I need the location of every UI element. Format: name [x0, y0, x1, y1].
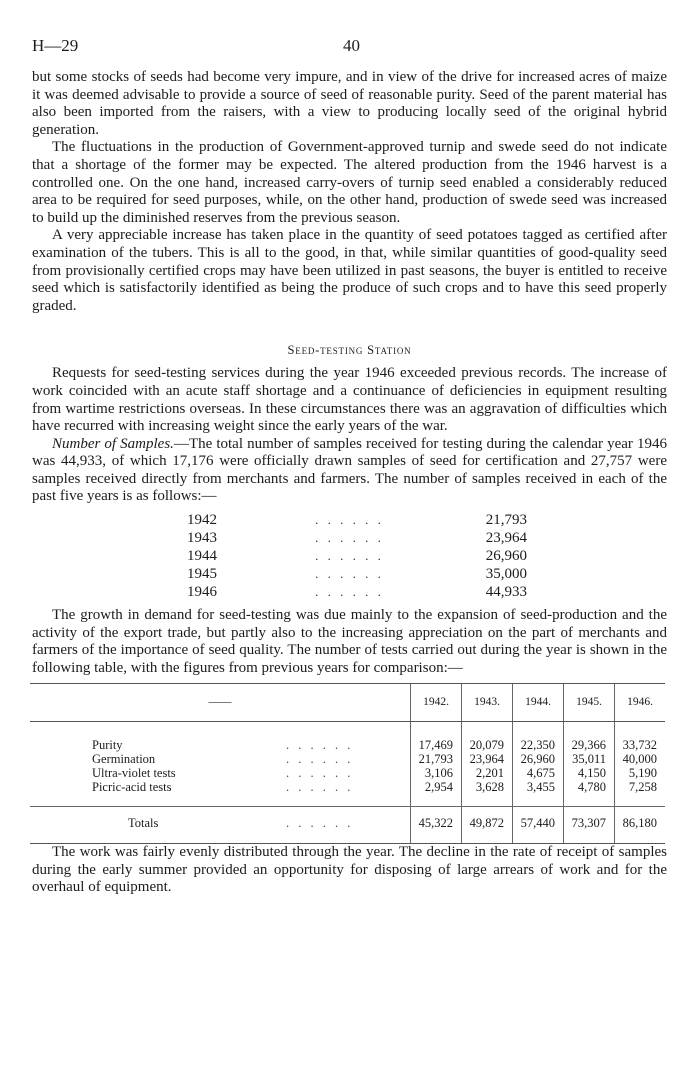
tests-table-header-row	[30, 684, 665, 722]
year-label: 1942	[187, 512, 217, 529]
column-header: 1944.	[513, 684, 564, 722]
paragraph-turnip-swede: The fluctuations in the production of Government-approved turnip and swede seed do not indicate that a shortage of the former may be expected. The altered production from the 1946 harvest is a controlled one. On the one hand, increased carry-overs of turnip seed enabled a considerably reduced area to be required for seed purposes, while, on the other hand, production of swede seed was increased to build up the diminished reserves from the previous season.	[32, 139, 667, 226]
paragraph-growth-in-demand: The growth in demand for seed-testing was due mainly to the expansion of seed-production and the activity of the export trade, but partly also to the increasing appreciation on the part of merchants and farmers of the importance of seed quality. The number of tests carried out during the year is shown in the following table, with the figures from previous years for comparison:—	[32, 607, 667, 676]
column-header: 1946.	[615, 684, 666, 722]
tests-table-corner: ——	[30, 684, 411, 722]
year-sample-row	[187, 565, 527, 583]
table-cell: 29,366	[564, 722, 615, 753]
leader-dots: . . . . . .	[315, 566, 384, 582]
table-cell: 35,011	[564, 752, 615, 766]
table-cell: 7,258	[615, 780, 666, 807]
year-sample-row	[187, 547, 527, 565]
tests-table	[30, 683, 665, 844]
leader-dots: . . . . . .	[315, 548, 384, 564]
table-cell: 22,350	[513, 722, 564, 753]
page-body	[32, 69, 667, 897]
table-cell: 5,190	[615, 766, 666, 780]
table-cell: 17,469	[411, 722, 462, 753]
leader-dots: . . . . . .	[286, 738, 354, 753]
row-label: Ultra-violet tests	[92, 766, 176, 781]
table-cell: 20,079	[462, 722, 513, 753]
table-cell: 57,440	[513, 807, 564, 844]
table-cell: 23,964	[462, 752, 513, 766]
column-header: 1942.	[411, 684, 462, 722]
leader-dots: . . . . . .	[286, 766, 354, 781]
year-label: 1946	[187, 584, 217, 601]
column-header: 1943.	[462, 684, 513, 722]
leader-dots: . . . . . .	[315, 512, 384, 528]
paragraph-work-distribution: The work was fairly evenly distributed through the year. The decline in the rate of receipt of samples during the early summer provided an opportunity for disposing of large arrears of work and for the overhaul of equipment.	[32, 844, 667, 896]
table-cell: 73,307	[564, 807, 615, 844]
leader-dots: . . . . . .	[286, 780, 354, 795]
leader-dots: . . . . . .	[282, 807, 411, 844]
table-row	[30, 780, 665, 807]
samples-lead-heading: Number of Samples.	[52, 435, 174, 452]
sample-count: 26,960	[485, 548, 527, 565]
samples-text: —The total number of samples received for testing during the calendar year 1946 was 44,933, of which 17,176 were officially drawn samples of seed for certification and 27,757 were samples received directly from merchants and farmers. The number of samples received in each of the past five years is as follows:—	[32, 435, 668, 505]
yearly-samples-list	[187, 511, 527, 601]
table-cell: 3,106	[411, 766, 462, 780]
tests-table-wrapper	[30, 683, 667, 844]
table-cell: 21,793	[411, 752, 462, 766]
report-reference: H—29	[32, 36, 79, 55]
totals-row	[30, 807, 665, 844]
row-label: Picric-acid tests	[92, 780, 172, 795]
table-cell: 26,960	[513, 752, 564, 766]
table-cell: 4,780	[564, 780, 615, 807]
table-cell: 2,201	[462, 766, 513, 780]
year-label: 1945	[187, 566, 217, 583]
leader-dots: . . . . . .	[315, 584, 384, 600]
table-cell: 3,455	[513, 780, 564, 807]
row-label: Germination	[92, 752, 156, 767]
leader-dots: . . . . . .	[315, 530, 384, 546]
year-label: 1944	[187, 548, 217, 565]
table-cell: 2,954	[411, 780, 462, 807]
row-label: Purity	[92, 738, 123, 753]
page-number: 40	[343, 36, 360, 55]
table-row	[30, 722, 665, 753]
sample-count: 23,964	[485, 530, 527, 547]
paragraph-maize-seed: but some stocks of seeds had become very impure, and in view of the drive for increased acres of maize it was deemed advisable to provide a source of seed of reasonable purity. Seed of the parent material has also been imported from the raisers, with a view to producing locally seed of the original hybrid generation.	[32, 69, 667, 138]
leader-dots: . . . . . .	[286, 752, 354, 767]
section-heading: Seed-testing Station	[287, 343, 412, 358]
table-cell: 45,322	[411, 807, 462, 844]
table-cell: 4,675	[513, 766, 564, 780]
sample-count: 21,793	[485, 512, 527, 529]
year-sample-row	[187, 511, 527, 529]
sample-count: 35,000	[485, 566, 527, 583]
table-cell: 4,150	[564, 766, 615, 780]
paragraph-number-of-samples	[32, 436, 667, 506]
paragraph-seed-potatoes: A very appreciable increase has taken place in the quantity of seed potatoes tagged as certified after examination of the tubers. This is all to the good, in that, while similar quantities of good-quality seed from provisionally certified crops may have been utilized in past seasons, the buyer is entitled to receive seed which is satisfactorily identified as being the produce of such crops and to have this seed properly graded.	[32, 227, 667, 314]
sample-count: 44,933	[485, 584, 527, 601]
table-cell: 3,628	[462, 780, 513, 807]
year-sample-row	[187, 529, 527, 547]
column-header: 1945.	[564, 684, 615, 722]
paragraph-seed-testing-requests: Requests for seed-testing services during the year 1946 exceeded previous records. The increase of work coincided with an acute staff shortage and a continuance of deficiencies in equipment resulting from wartime restrictions overseas. In these circumstances there was an aggravation of difficulties which have recurred with increasing weight since the early years of the war.	[32, 365, 667, 435]
table-cell: 33,732	[615, 722, 666, 753]
table-cell: 86,180	[615, 807, 666, 844]
table-cell: 49,872	[462, 807, 513, 844]
year-sample-row	[187, 583, 527, 601]
year-label: 1943	[187, 530, 217, 547]
table-cell: 40,000	[615, 752, 666, 766]
table-row	[30, 752, 665, 766]
table-row	[30, 766, 665, 780]
row-label: Totals	[30, 807, 282, 844]
